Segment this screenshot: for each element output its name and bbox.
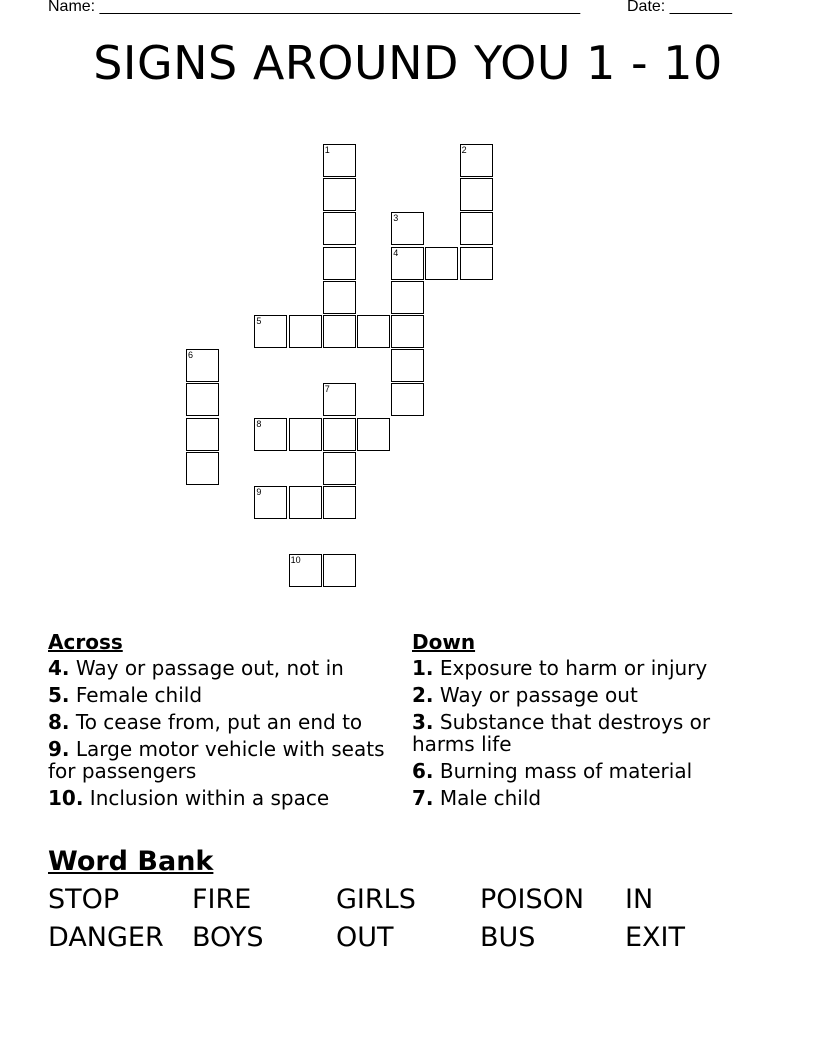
clue-number: 1. bbox=[412, 656, 434, 680]
crossword-cell[interactable] bbox=[323, 315, 356, 348]
clue-text: Male child bbox=[439, 786, 542, 810]
across-clues bbox=[48, 630, 393, 814]
crossword-cell[interactable] bbox=[391, 383, 424, 416]
down-heading: Down bbox=[412, 630, 476, 654]
word-bank-heading: Word Bank bbox=[48, 846, 214, 877]
cell-number: 1 bbox=[324, 145, 330, 155]
down-clue bbox=[412, 760, 752, 782]
clue-text: Burning mass of material bbox=[439, 759, 693, 783]
crossword-cell[interactable] bbox=[460, 144, 493, 177]
crossword-cell[interactable] bbox=[254, 486, 287, 519]
cell-number: 8 bbox=[256, 418, 262, 429]
crossword-cell[interactable] bbox=[323, 452, 356, 485]
crossword-cell[interactable] bbox=[289, 554, 322, 587]
crossword-cell[interactable] bbox=[289, 486, 322, 519]
down-clue bbox=[412, 657, 752, 679]
clue-number: 5. bbox=[48, 683, 70, 707]
across-clue bbox=[48, 684, 393, 706]
crossword-cell[interactable] bbox=[460, 178, 493, 211]
crossword-cell[interactable] bbox=[186, 383, 219, 416]
down-clue bbox=[412, 787, 752, 809]
crossword-cell[interactable] bbox=[323, 486, 356, 519]
crossword-cell[interactable] bbox=[289, 418, 322, 451]
down-clues bbox=[412, 630, 752, 814]
word-bank-item: IN bbox=[625, 884, 654, 915]
across-clue bbox=[48, 738, 393, 782]
crossword-cell[interactable] bbox=[391, 212, 424, 245]
word-bank-item: DANGER bbox=[48, 922, 164, 953]
across-clue bbox=[48, 711, 393, 733]
across-clue bbox=[48, 657, 393, 679]
crossword-cell[interactable] bbox=[425, 247, 458, 280]
word-bank-item: BOYS bbox=[192, 922, 264, 953]
crossword-cell[interactable] bbox=[323, 247, 356, 280]
crossword-cell[interactable] bbox=[323, 554, 356, 587]
down-clue bbox=[412, 684, 752, 706]
crossword-cell[interactable] bbox=[323, 383, 356, 416]
clue-text: Large motor vehicle with seats for passengers bbox=[48, 737, 385, 783]
name-field-label: Name: ______________________________________________________ bbox=[48, 0, 581, 15]
clue-text: To cease from, put an end to bbox=[75, 710, 363, 734]
clue-number: 4. bbox=[48, 656, 70, 680]
word-bank-item: GIRLS bbox=[336, 884, 416, 915]
word-bank-item: POISON bbox=[480, 884, 585, 915]
crossword-cell[interactable] bbox=[186, 349, 219, 382]
crossword-cell[interactable] bbox=[460, 247, 493, 280]
crossword-cell[interactable] bbox=[254, 315, 287, 348]
crossword-cell[interactable] bbox=[391, 349, 424, 382]
crossword-cell[interactable] bbox=[186, 452, 219, 485]
cell-number: 10 bbox=[290, 555, 301, 566]
crossword-cell[interactable] bbox=[460, 212, 493, 245]
crossword-cell[interactable] bbox=[254, 418, 287, 451]
crossword-cell[interactable] bbox=[323, 178, 356, 211]
date-field-label: Date: _______ bbox=[627, 0, 732, 15]
cell-number: 5 bbox=[256, 316, 262, 326]
clue-text: Inclusion within a space bbox=[89, 786, 330, 810]
cell-number: 4 bbox=[393, 247, 399, 258]
clue-number: 9. bbox=[48, 737, 70, 761]
clue-text: Female child bbox=[75, 683, 203, 707]
crossword-cell[interactable] bbox=[289, 315, 322, 348]
word-bank-item: OUT bbox=[336, 922, 394, 953]
clue-number: 8. bbox=[48, 710, 70, 734]
cell-number: 6 bbox=[188, 350, 194, 361]
word-bank-item: STOP bbox=[48, 884, 120, 915]
clue-text: Way or passage out, not in bbox=[75, 656, 344, 680]
crossword-cell[interactable] bbox=[323, 144, 356, 177]
clue-text: Exposure to harm or injury bbox=[439, 656, 708, 680]
page-title: SIGNS AROUND YOU 1 - 10 bbox=[93, 36, 723, 90]
clue-number: 6. bbox=[412, 759, 434, 783]
crossword-cell[interactable] bbox=[323, 281, 356, 314]
crossword-cell[interactable] bbox=[186, 418, 219, 451]
cell-number: 7 bbox=[324, 384, 330, 395]
word-bank-item: FIRE bbox=[192, 884, 252, 915]
clue-number: 10. bbox=[48, 786, 84, 810]
clue-text: Substance that destroys or harms life bbox=[412, 710, 711, 756]
cell-number: 9 bbox=[256, 487, 262, 497]
crossword-cell[interactable] bbox=[391, 281, 424, 314]
clue-text: Way or passage out bbox=[439, 683, 638, 707]
word-bank-item: EXIT bbox=[625, 922, 686, 953]
clue-number: 2. bbox=[412, 683, 434, 707]
word-bank-item: BUS bbox=[480, 922, 536, 953]
crossword-cell[interactable] bbox=[391, 315, 424, 348]
across-clue bbox=[48, 787, 393, 809]
clue-number: 7. bbox=[412, 786, 434, 810]
crossword-cell[interactable] bbox=[323, 212, 356, 245]
crossword-cell[interactable] bbox=[323, 418, 356, 451]
crossword-cell[interactable] bbox=[391, 247, 424, 280]
cell-number: 3 bbox=[393, 213, 399, 224]
across-heading: Across bbox=[48, 630, 123, 654]
clue-number: 3. bbox=[412, 710, 434, 734]
cell-number: 2 bbox=[461, 145, 467, 155]
down-clue bbox=[412, 711, 752, 755]
crossword-cell[interactable] bbox=[357, 418, 390, 451]
crossword-cell[interactable] bbox=[357, 315, 390, 348]
